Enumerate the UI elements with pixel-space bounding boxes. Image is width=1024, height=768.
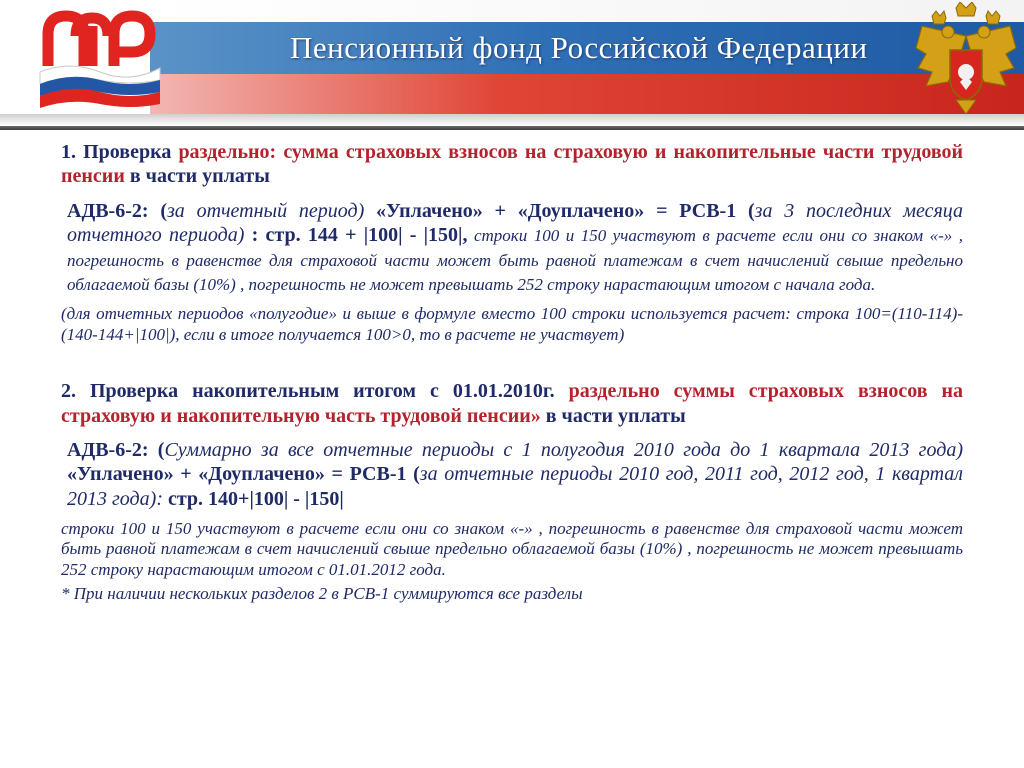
header-shadow (0, 114, 1024, 126)
section2-heading: 2. Проверка накопительным итогом с 01.01.2010г. раздельно суммы страховых взносов на страховую и накопительную часть трудовой пенсии» в части уплаты (61, 380, 963, 427)
section1-formula-note: строки 100 и 150 участвуют в расчете если они со знаком «-» , погрешность в равенстве для страховой части может быть равной платежам в счет начислений свыше предельно облагаемой базы (10%) , погрешность не может превышать 252 строку нарастающим итогом с начала года. (67, 226, 964, 294)
section1-heading-highlight: раздельно: сумма страховых взносов на страховую и накопительные части трудовой пенсии (61, 141, 964, 188)
coat-of-arms-icon (912, 2, 1020, 114)
section2-note: строки 100 и 150 участвуют в расчете если они со знаком «-» , погрешность в равенстве для страховой части может быть равной платежам в счет начислений свыше предельно облагаемой базы (10%) , погрешность не может превышать 252 строку нарастающим итогом с 01.01.2012 года. (61, 519, 963, 579)
header-band-red (150, 74, 1024, 114)
header-banner (0, 0, 1024, 120)
header-title: Пенсионный фонд Российской Федерации (290, 30, 868, 65)
section1-formula: АДВ-6-2: (за отчетный период) «Уплачено» + «Доуплачено» = РСВ-1 (за 3 последних месяца отчетного периода) : стр. 144 + |100| - |150|, строки 100 и 150 участвуют в расчете если они со знаком «-» , погрешность в равенстве для страховой части может быть равной платежам в счет начислений свыше предельно облагаемой базы (10%) , погрешность не может превышать 252 строку нарастающим итогом с начала года. (67, 199, 964, 294)
header-divider (0, 126, 1024, 130)
section2-footnote: * При наличии нескольких разделов 2 в РСВ-1 суммируются все разделы (61, 584, 583, 604)
pfr-logo (30, 6, 170, 110)
section1-heading: 1. Проверка раздельно: сумма страховых взносов на страховую и накопительные части трудовой пенсии в части уплаты (61, 141, 964, 188)
section2-formula: АДВ-6-2: (Суммарно за все отчетные периоды с 1 полугодия 2010 года до 1 квартала 2013 года) «Уплачено» + «Доуплачено» = РСВ-1 (за отчетные периоды 2010 год, 2011 год, 2012 год, 1 квартал 2013 года): стр. 140+|100| - |150| (67, 438, 963, 510)
section1-periods-note: (для отчетных периодов «полугодие» и выше в формуле вместо 100 строки используется расчет: строка 100=(110-114)-(140-144+|100|), если в итоге получается 100>0, то в расчете не участвует) (61, 304, 963, 344)
slide-content (61, 140, 963, 605)
header-band-white (150, 0, 1024, 22)
section2-heading-highlight: раздельно суммы страховых взносов на страховую и накопительную часть трудовой пенсии» (61, 380, 963, 427)
